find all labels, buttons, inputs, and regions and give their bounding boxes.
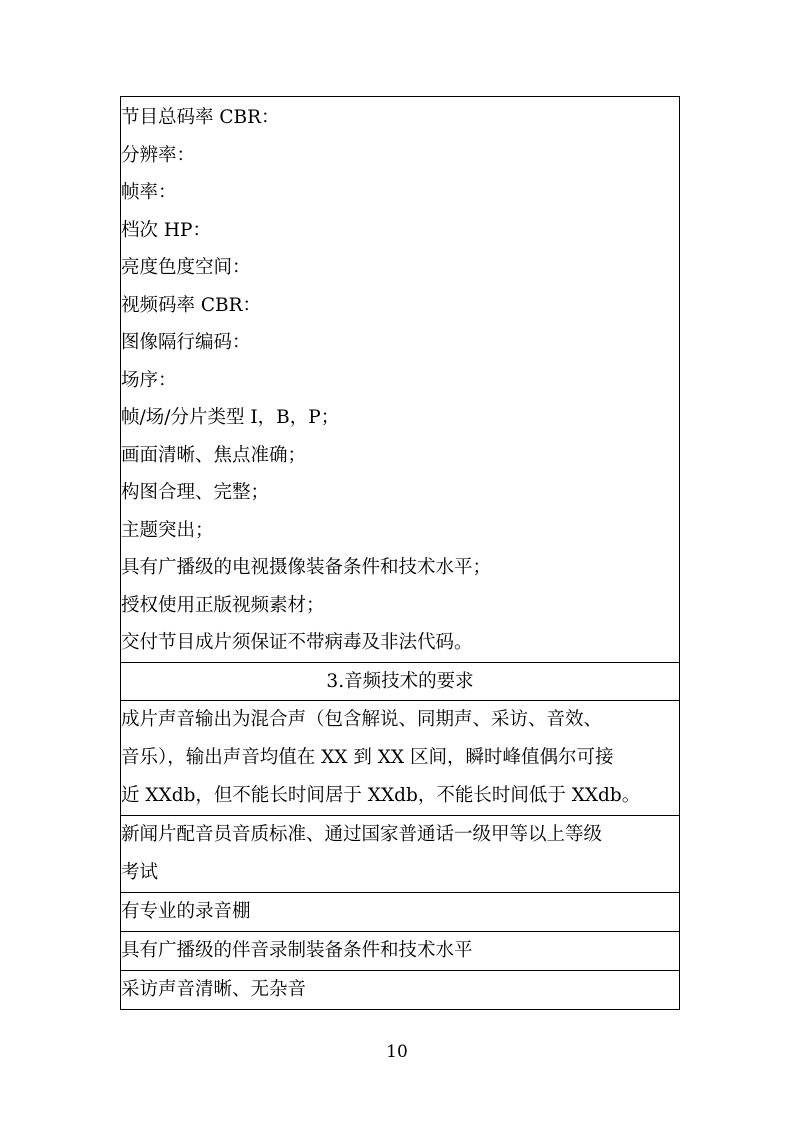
section-heading: 3.音频技术的要求 [326,670,474,692]
list-item: 帧率： [121,182,177,203]
list-item: 具有广播级的电视摄像装备条件和技术水平； [121,557,492,578]
audio-section-header-cell [121,662,680,701]
announcer-cell [121,816,680,893]
audio-mix-cell [121,701,680,816]
list-item: 视频码率 CBR： [121,294,262,316]
studio-cell [121,893,680,932]
list-item: 档次 HP： [121,219,211,241]
video-requirements-row [121,97,680,663]
list-item: 构图合理、完整； [121,482,270,503]
page-number: 10 [386,1042,408,1062]
paragraph-line: 音乐），输出声音均值在 XX 到 XX 区间，瞬时峰值偶尔可接 [121,747,614,768]
clarity-row [121,971,680,1010]
table-cell-text: 采访声音清晰、无杂音 [121,979,307,1000]
paragraph-line: 成片声音输出为混合声（包含解说、同期声、采访、音效、 [121,709,603,730]
list-item: 授权使用正版视频素材； [121,594,325,616]
list-item: 节目总码率 CBR： [121,107,280,128]
list-item: 画面清晰、焦点准确； [121,444,307,466]
table-cell-text: 有专业的录音棚 [121,901,251,922]
list-item: 交付节目成片须保证不带病毒及非法代码。 [121,632,473,653]
paragraph-line: 近 XXdb，但不能长时间居于 XXdb，不能长时间低于 XXdb。 [121,785,641,806]
list-item: 帧/场/分片类型 I，B，P； [121,407,340,428]
audio-mix-row [121,701,680,816]
list-item: 主题突出； [121,519,214,541]
video-requirements-list [121,99,679,662]
clarity-cell [121,971,680,1010]
equipment-row [121,932,680,971]
equipment-cell [121,932,680,971]
list-item: 分辨率： [121,144,196,166]
video-requirements-cell [121,97,680,663]
studio-row [121,893,680,932]
list-item: 场序： [121,369,177,391]
audio-section-header-row [121,662,680,701]
paragraph-line: 考试 [121,862,159,883]
announcer-row [121,816,680,893]
spec-table [120,96,680,1010]
table-cell-text: 具有广播级的伴音录制装备条件和技术水平 [121,940,473,961]
list-item: 亮度色度空间： [121,257,251,278]
list-item: 图像隔行编码： [121,332,251,353]
paragraph-line: 新闻片配音员音质标准、通过国家普通话一级甲等以上等级 [121,824,603,845]
